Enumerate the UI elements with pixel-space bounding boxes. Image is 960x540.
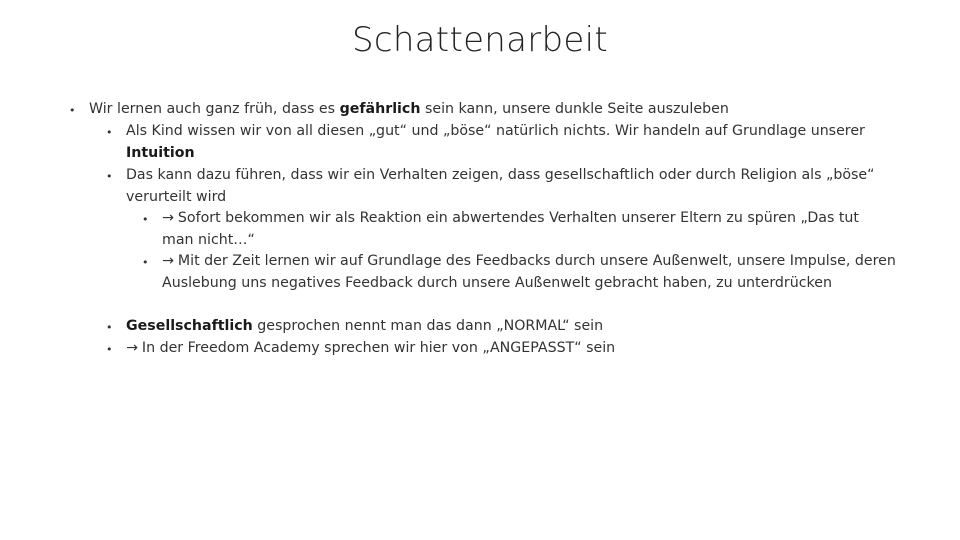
- item-text: Wir lernen auch ganz früh, dass es: [89, 101, 340, 117]
- bullet-point: •: [69, 104, 76, 117]
- slide-title: Schattenarbeit: [351, 20, 609, 60]
- bullet-point: •: [106, 170, 113, 183]
- item-text: Als Kind wissen wir von all diesen „gut“ und „böse“ natürlich nichts. Wir handeln auf Grundlage unserer: [126, 123, 865, 139]
- bullet-point: •: [106, 126, 113, 139]
- item-text: gesprochen nennt man das dann „NORMAL“ sein: [252, 318, 604, 334]
- item-text-bold: Gesellschaftlich: [126, 318, 253, 334]
- bullet-point: •: [142, 256, 149, 269]
- item-text: Sofort bekommen wir als Reaktion ein abwertendes Verhalten unserer Eltern zu spüren „Das tut man nicht…“: [162, 210, 859, 248]
- bullet-point: •: [106, 321, 113, 334]
- bullet-point: •: [106, 343, 113, 356]
- item-text: Das kann dazu führen, dass wir ein Verhalten zeigen, dass gesellschaftlich oder durch Religion als „böse“ verurteilt wird: [126, 167, 875, 205]
- list-item: [126, 165, 896, 208]
- arrow-right-icon: →: [162, 210, 174, 226]
- list-item: [126, 121, 896, 164]
- item-text-bold: gefährlich: [339, 101, 421, 117]
- list-item: [162, 208, 892, 251]
- bullet-point: •: [142, 213, 149, 226]
- item-text-bold: Intuition: [126, 144, 195, 161]
- list-item: [162, 251, 902, 294]
- arrow-right-icon: →: [162, 253, 174, 269]
- item-text: sein kann, unsere dunkle Seite auszuleben: [420, 101, 729, 117]
- list-item: [126, 316, 896, 338]
- list-item: [89, 99, 909, 121]
- item-text: In der Freedom Academy sprechen wir hier von „ANGEPASST“ sein: [141, 340, 616, 356]
- list-item: [126, 338, 896, 360]
- arrow-right-icon: →: [126, 340, 138, 356]
- item-text: Mit der Zeit lernen wir auf Grundlage des Feedbacks durch unsere Außenwelt, unsere Impulse, deren Auslebung uns negatives Feedback durch unsere Außenwelt gebracht haben, zu unterdrücken: [162, 253, 896, 291]
